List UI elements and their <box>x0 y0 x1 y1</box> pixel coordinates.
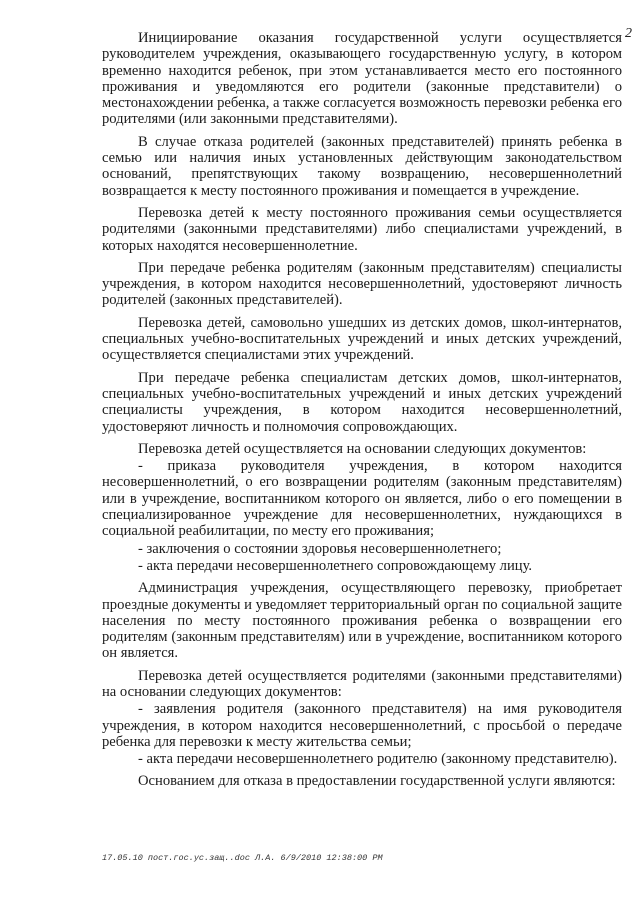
page-number: 2 <box>625 26 632 41</box>
paragraph: Основанием для отказа в предоставлении государственной услуги являются: <box>138 773 616 790</box>
paragraph: Перевозка детей, самовольно ушедших из детских домов, школ-интернатов, специальных учебно-воспитательных учреждений и иных детских учреждений, осуществляется специалистами этих учреждений. <box>102 314 622 364</box>
list-item: - акта передачи несовершеннолетнего сопровождающему лицу. <box>138 557 533 574</box>
list-item: - заключения о состоянии здоровья несовершеннолетнего; <box>138 540 502 557</box>
document-footer: 17.05.10 пост.гос.ус.защ..doc Л.А. 6/9/2010 12:38:00 PM <box>102 853 383 863</box>
paragraph: Инициирование оказания государственной услуги осуществляется руководителем учреждения, оказывающего государственную услугу, в котором временно находится ребенок, при этом устанавливается место его постоянного проживания и уведомляются его родители (законные представители) о местонахождении ребенка, а также согласуется возможность перевозки ребенка его родителями (или законными представителями). <box>102 30 622 128</box>
paragraph: Перевозка детей осуществляется на основании следующих документов: <box>138 440 587 457</box>
list-item: - заявления родителя (законного представителя) на имя руководителя учреждения, в котором находится несовершеннолетний, с просьбой о передаче ребенка для перевозки к месту жительства семьи; <box>102 701 622 750</box>
paragraph: В случае отказа родителей (законных представителей) принять ребенка в семью или наличия иных установленных действующим законодательством оснований, препятствующих такому возвращению, несовершеннолетний возвращается к месту постоянного проживания и помещается в учреждение. <box>102 133 622 199</box>
paragraph: Администрация учреждения, осуществляющего перевозку, приобретает проездные документы и уведомляет территориальный орган по социальной защите населения по месту постоянного проживания ребенка о возвращении его родителям (законным представителям) или в учреждение, воспитанником которого он является. <box>102 580 622 662</box>
paragraph: При передаче ребенка родителям (законным представителям) специалисты учреждения, в котором находится несовершеннолетний, удостоверяют личность родителей (законных представителей). <box>102 259 622 309</box>
list-item: - акта передачи несовершеннолетнего родителю (законному представителю). <box>138 751 618 768</box>
paragraph: Перевозка детей к месту постоянного проживания семьи осуществляется родителями (законными представителями) либо специалистами учреждений, в которых находятся несовершеннолетние. <box>102 204 622 254</box>
paragraph: Перевозка детей осуществляется родителями (законными представителями) на основании следующих документов: <box>102 667 622 700</box>
paragraph: При передаче ребенка специалистам детских домов, школ-интернатов, специальных учебно-воспитательных учреждений и иных детских учреждений специалисты учреждения, в котором находится несовершеннолетний, удостоверяют личность и полномочия сопровождающих. <box>102 369 622 435</box>
list-item: - приказа руководителя учреждения, в котором находится несовершеннолетний, о его возвращении родителям (законным представителям) или в учреждение, воспитанником которого он является, либо о его помещении в специализированное учреждение для несовершеннолетних, нуждающихся в социальной реабилитации, по месту его проживания; <box>102 458 622 540</box>
document-body <box>102 30 622 796</box>
